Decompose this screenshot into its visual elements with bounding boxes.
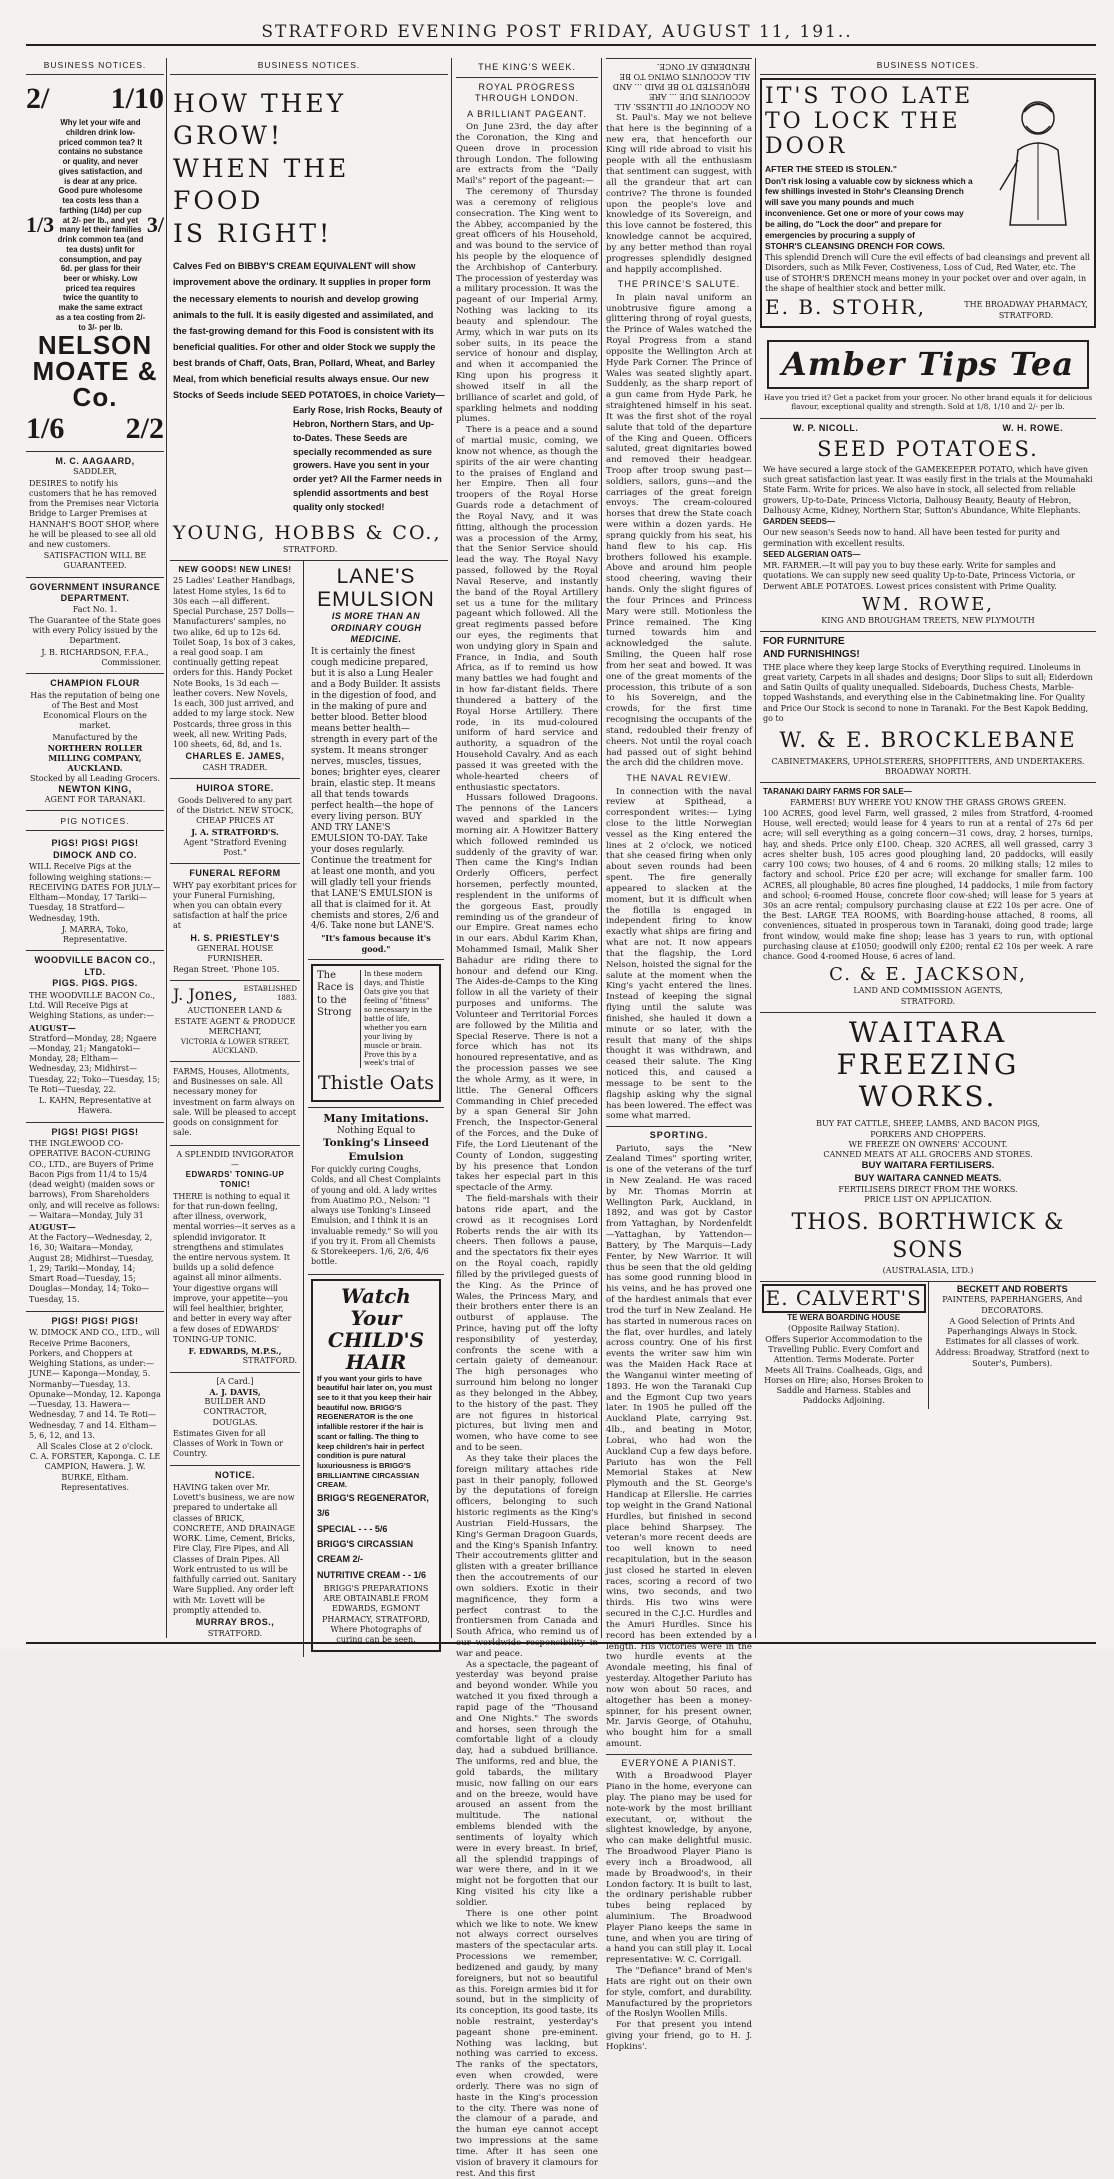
partner-name: W. P. NICOLL. [793, 422, 859, 433]
tea-price: 1/6 [26, 412, 65, 446]
article-paragraph: Hussars followed Dragoons. The pennons of the Lancers waved and sparkled in the morning air. A Howitzer Battery which followed reminded us suddenly of the gravity of war. Then came the King's Indian Orderly Officers, perfect horsemen, perfectly mounted, resplendent in the uniforms of the gorgeous East, proudly reminding us of the grandeur of our Empire. Great names echo in our ears. Abdul Karim Khan, Mohammed Ismail, Malik Sher Bahadur are riding there to honour and defend our King. The Aides-de-Camps to the King follow in all the variety of their purposes and uniforms. The Volunteer and Territorial Forces are followed by the Militia and Special Reserve. There is not a force which has not its honoured representative, and as the procession passes we see the whole Army, as it were, in little. The General Officers Commanding in Chief preceded by a span General Sir John French, the Inspector-General of the Forces, and the Duke of Fife, the Lord Lieutenant of the County of London, suggesting by his presence that London takes her especial part in this spectacle of the Army. [456, 793, 598, 1194]
article-body [456, 122, 598, 2179]
firm-town: STRATFORD. [283, 544, 338, 554]
ad-label: [A Card.] [216, 1376, 254, 1386]
stohr-headline [765, 84, 975, 160]
article-subhead: THE NAVAL REVIEW. [626, 773, 732, 784]
ad-title: LANE'S EMULSION [317, 565, 435, 612]
ad-title: PIGS! PIGS! PIGS! [51, 1315, 139, 1326]
agent-role: Commissioner. [101, 657, 161, 667]
young-hobbs-ad [170, 78, 448, 561]
lanes-emulsion-ad [308, 561, 444, 960]
ad-body: AUCTIONEER LAND & ESTATE AGENT & PRODUCE MERCHANT, [174, 1006, 296, 1036]
ad-title: A SPLENDID INVIGORATOR— [176, 1149, 294, 1169]
tea-price: 3/ [146, 212, 164, 238]
ad-body: THE WOODVILLE BACON Co., Ltd. Will Receive Pigs at Weighing Stations, as under:— [29, 990, 156, 1021]
ad-subtitle: PIGS. PIGS. PIGS. [52, 978, 138, 989]
sporting-title: SPORTING. [606, 1126, 752, 1141]
ad-title: NOTICE. [214, 1470, 255, 1481]
ad-detail: This splendid Drench will Cure the evil effects of bad cleansings and prevent all Disorders, such as Milk Fever, Costiveness, Loss of Cud, Red Water, etc. The use of STOHR'S DRENCH means money in your pocket over and over again, in the shape of healthier stock and better milk. [765, 253, 1090, 293]
ad-line: WE FREEZE ON OWNERS' ACCOUNT. [848, 1139, 1008, 1149]
inglewood-bacon-ad [26, 1123, 164, 1312]
aagaard-saddler-ad [26, 452, 164, 578]
article-paragraph: As they take their places the foreign military attaches ride past in their panoply, followed by the deputations of foreign officers, belonging to such historic regiments as the King's Austrian Field-Hussars, the King's German Dragoon Guards, and the King's Spanish Infantry. Their accoutrements glitter and glisten with a greater brilliance then the accoutrements of our own soldiers. Exotic in their magnificence, they form a perfect contrast to the frontiersmen from Canada and South Africa, who remind us of our worldwide responsibility in war and peace. [456, 1453, 598, 1659]
ad-line: PRICE LIST ON APPLICATION. [864, 1194, 992, 1204]
article-subtitle: A BRILLIANT PAGEANT. [467, 108, 587, 119]
davis-builder-ad [170, 1373, 300, 1467]
tea-body-row [26, 118, 164, 332]
bibby-headline [173, 88, 445, 251]
agent-name: J. MARRA, Toko, Representative. [61, 924, 129, 945]
ad-body: FARMS, Houses, Allotments, and Businesses on sale. All necessary money for investment on farm always on sale. Will be pleased to accept goods on consignment for sale. [173, 1067, 297, 1138]
ad-body: Offers Superior Accommodation to the Travelling Public. Every Comfort and Attention. Terms Moderate. Porter Meets All Trains. Coalheads, Gigs, and Horses on Hire; also, Horses Broken to Saddle and Harness. Stables and Paddocks Adjoining. [764, 1334, 924, 1406]
agent-name: NEWTON KING, [58, 783, 132, 794]
advertiser-name: E. CALVERT'S [762, 1284, 926, 1314]
rowe-names [763, 423, 1093, 435]
article-title: THE KING'S WEEK. [456, 62, 598, 78]
ad-body: DESIRES to notify his customers that he has removed from the Premises near Victoria Bridge to Larger Premises at HANNAH'S BOOT SHOP, where he will be pleased to see all old and new customers. [29, 478, 159, 549]
briggs-box [311, 1279, 441, 1653]
ad-title: CHAMPION FLOUR [50, 678, 140, 689]
thistle-top [317, 970, 435, 1068]
seed-varieties: Early Rose, Irish Rocks, Beauty of Hebron, Northern Stars, and Up-to-Dates. These Seeds are specially recommended as sure growers. Have you sent in your order yet? All the Farmer needs in splendid assortments and best quality only stocked! [293, 405, 443, 512]
headline-line: HOW THEY GROW! [173, 88, 347, 151]
ad-fact: Fact No. 1. [72, 604, 118, 614]
article-subtitle: ROYAL PROGRESS THROUGH LONDON. [474, 81, 579, 104]
price-item: SPECIAL - - - 5/6 [317, 1523, 388, 1534]
ad-body: 25 Ladies' Leather Handbags, latest Home styles, 1s 6d to 30s each —all different. Special Purchase, 257 Dolls—Manufacturers' samples, no two alike, 6d up to 12s 6d. Toilet Soap, 1s box of 3 cakes, a real good soap. I am continually getting repeat orders for this. Handy Pocket Note Books, 1s 3d each —leather covers. New Novels, 1s each, 300 just arrived, and added to my large stock. New Postcards, three gross in this week, all new. Writing Pads, 100 sheets, 6d, 8d, and 1s. [173, 576, 296, 750]
article-paragraph: In connection with the naval review at Spithead, a correspondent writes:— Lying close to the little Norwegian vessel as the King entered the lines at 2 o'clock, we noticed that she ceased firing when only about seven rounds had been spent. The fire generally appeared to slacken at the moment, but it is difficult when the flotilla is engaged in independent firing to know exactly what ships are firing and what are not. It now appears that the flagship, the Lord Nelson, hoisted the signal for the salute at the moment when the King's yacht entered the lines. Instead of keeping the signal flying until the salute was finished, she hauled it down a minute or so later, with the result that many of the ships thought it was withdrawn, and ceased their salute. The King noticed this, and caused a message to be sent to the flagship asking why the signal has been lowered. The effect was some what marred. [606, 786, 752, 1122]
column-2-split [170, 561, 448, 1657]
ad-title: WAITARA [848, 1015, 1008, 1049]
ad-subtitle: TE WERA BOARDING HOUSE [787, 1313, 901, 1323]
column-rule [451, 58, 452, 1638]
ad-body: HAVING taken over Mr. Lovett's business, we are now prepared to undertake all classes of BRICK, CONCRETE, AND DRAINAGE WORK. Lime, Cement, Bricks, Fire Clay, Fire Pipes, and All Classes of Drain Pipes. All Work entrusted to us will be faithfully carried out. Sanitary Ware Supplied. Any order left with Mr. Lovett will be promptly attended to. [173, 1482, 297, 1615]
tonking-emulsion-ad [308, 1108, 444, 1275]
advertiser-name: H. S. PRIESTLEY'S [190, 932, 280, 943]
ad-body: Goods Delivered to any part of the District. NEW STOCK, CHEAP PRICES AT [176, 795, 294, 826]
ad-body: We have secured a large stock of the GAMEKEEPER POTATO, which have given such great satisfaction last year. It was easily first in the trials at the Moumahaki State Farm. Write for prices. We also have in stock, all selected from reliable growers, Up-to-Date, Princess Victoria, Dalhousy Beauty, Beauty of Hebron, Dalhousy Acme, Kidney, Northern Star, Sutton's Abundance, White Elephants. [763, 465, 1093, 515]
article-paragraph: The "Defiance" brand of Men's Hats are right out on their own for style, comfort, and durability. Manufactured by the proprietors of the Roslyn Woollen Mills. [606, 1966, 752, 2020]
column-1 [26, 58, 164, 1638]
advertiser-address: BROADWAY NORTH. [884, 767, 972, 777]
tea-price: 1/10 [110, 81, 164, 115]
section-label: GARDEN SEEDS— [763, 517, 836, 527]
column-rule [755, 58, 756, 1638]
advertiser-trade: PAINTERS, PAPERHANGERS, And DECORATORS. [942, 1295, 1083, 1315]
advertiser-name: W. & E. BROCKLEBANE [779, 728, 1077, 753]
ad-line: BUY WAITARA CANNED MEATS. [854, 1172, 1002, 1184]
ad-title: Many Imitations. [323, 1111, 429, 1125]
tea-price-row [26, 80, 164, 118]
ad-title: WOODVILLE BACON CO., LTD. [34, 955, 156, 977]
advertiser-trade: GENERAL HOUSE FURNISHER. [196, 944, 274, 964]
ad-body: A Good Selection of Prints And Paperhangings Always in Stock. Estimates for all classes of work. [945, 1316, 1080, 1347]
article-paragraph: There is one other point which we like to note. We knew not always correct ourselves masters of the spectacular arts. Processions we remember, bedizened and gaudy, by many foreigners, but not so beautiful as this. Foreign armies bid it for sound, but in the simplicity of its conception, its good taste, its noble restraint, yesterday's pageant shone pre-eminent. Nothing was lacking, but nothing was carried to excess. The ranks of the spectators, even when crowded, were orderly. There was no sign of haste in the King's procession to the city. There was none of the clamour of a parade, and the human eye cannot accept two impressions at the same time. After it has seen one vision of bravery it clamours for rest. And this first [456, 1908, 598, 2179]
column-2-left [170, 561, 304, 1657]
advertiser-address: DOUGLAS. [212, 1417, 258, 1427]
tea-price-row [26, 410, 164, 448]
nelson-moate-logo: NELSON MOATE & Co. [32, 330, 158, 413]
stohr-drench-ad [760, 78, 1096, 328]
price-item: BRIGG'S CIRCASSIAN CREAM 2/- [317, 1539, 414, 1565]
column-6 [760, 58, 1096, 1638]
ad-title: TARANAKI DAIRY FARMS FOR SALE— [763, 787, 912, 797]
ad-slogan: "It's famous because it's good." [321, 933, 431, 954]
advertiser-address: (Opposite Railway Station). [787, 1323, 900, 1333]
column-header: BUSINESS NOTICES. [26, 58, 164, 75]
briggs-price-list [317, 1491, 435, 1583]
advertiser-trade: LAND AND COMMISSION AGENTS, [853, 986, 1003, 996]
ad-body: It is certainly the finest cough medicine prepared, but it is also a Lung Healer and a Body Builder. It assists in the digestion of food, and in the making of pure and better blood. Better blood means better health—strength in every part of the system. It means stronger nerves, muscles, tissues, bones; brighter eyes, clearer brain, elastic step. It means all that tends towards perfect health—the hope of every living person. BUY AND TRY LANE'S EMULSION TO-DAY. Take your doses regularly. Continue the treatment for at least one month, and you will gladly tell your friends that LANE'S EMULSION is all that is claimed for it. At chemists and stores, 2/6 and 4/6. Take none but LANE'S. [311, 646, 441, 932]
ad-subtitle: AND FURNISHINGS! [763, 648, 860, 660]
advertiser-town: STRATFORD. [207, 1628, 263, 1638]
farms-ad [170, 1062, 300, 1146]
ad-line: CANNED MEATS AT ALL GROCERS AND STORES. [823, 1150, 1033, 1160]
ad-line: Stocked by all Leading Grocers. [30, 773, 160, 783]
jackson-dairy-farms-ad [760, 783, 1096, 1012]
brand-name: Tonking's Linseed Emulsion [323, 1137, 429, 1163]
ad-subtitle: DEPARTMENT. [60, 593, 130, 604]
ad-line: PORKERS AND CHOPPERS. [870, 1129, 986, 1139]
champion-flour-ad [26, 674, 164, 811]
ad-title: PIGS! PIGS! PIGS! [51, 838, 139, 849]
section-label: SEED ALGERIAN OATS— [763, 549, 861, 559]
ad-body: The Guarantee of the State goes with every Policy issued by the Department. [29, 615, 161, 646]
column-header: BUSINESS NOTICES. [760, 58, 1096, 75]
ad-body: For quickly curing Coughs, Colds, and all Chest Complaints of young and old. A lady writes from Auatimo P.O., Nelson: "I always use Tonking's Linseed Emulsion, and I think it is an invaluable remedy." So will you if you try it. From all Chemists & Storekeepers. 1/6, 2/6, 4/6 bottle. [311, 1165, 441, 1267]
ad-subtitle: Nothing Equal to [336, 1125, 416, 1136]
ad-body: THERE is nothing to equal it for that run-down feeling, after illness, overwork, mental worries—it serves as a splendid invigorator. It strengthens and stimulates the entire nervous system. It builds up a solid defence against all minor ailments. Your digestive organs will improve, your appetite—you will feel healthier, brighter, and better in every way after a few doses of EDWARDS' TONING-UP TONIC. [173, 1191, 296, 1344]
tea-price: 1/3 [26, 212, 55, 238]
price-item: NUTRITIVE CREAM - - 1/6 [317, 1569, 427, 1580]
product-name: STOHR'S CLEANSING DRENCH FOR COWS. [765, 241, 945, 252]
ad-closing: SATISFACTION WILL BE GUARANTEED. [43, 551, 147, 571]
ad-title: SEED POTATOES. [817, 437, 1039, 462]
article-paragraph: The ceremony of Thursday was a ceremony of religious consecration. The King went to the Abbey, accompanied by the great officers of his Household, and was bound to the service of his people by the eloquence of the Archbishop of Canterbury. The procession of yesterday was a military procession. It was the pageant of our Imperial Army. Nothing was lacking to its beauty and splendour. The Army, which in war puts on its sober suits, in its peace the service of honour and display, and when it accompanied the King upon his progress it showed itself in all the brilliance of scarlet and gold, of sparkling helmets and nodding plumes. [456, 187, 598, 425]
tea-price: 2/2 [125, 412, 164, 446]
beckett-roberts-ad [929, 1282, 1097, 1410]
article-paragraph: On June 23rd, the day after the Coronation, the King and Queen drove in procession through London. The following are extracts from the "Daily Mail's" report of the pageant:— [456, 122, 598, 187]
calvert-boarding-ad [760, 1282, 929, 1410]
headline-line: IS RIGHT! [173, 218, 333, 248]
amber-tips-ad [760, 332, 1096, 419]
article-paragraph: For that present you intend giving your friend, go to H. J. Hopkins'. [606, 2020, 752, 2052]
ad-subtitle: DIMOCK AND CO. [53, 849, 137, 860]
bottom-ads-row [760, 1282, 1096, 1410]
woodville-bacon-ad [26, 951, 164, 1122]
agent-name: L. KAHN, Representative at Hawera. [38, 1096, 152, 1116]
tea-body: Why let your wife and children drink low-priced common tea? It contains no substance or quality, and never gives satisfaction, and is dear at any price. Good pure wholesome tea costs less than a farthing (1/4d) per cup at 2/- per lb., and yet many let their families drink common tea (and tea dusts) unfit for consumption, and pay 6d. per glass for their beer or whisky. Low priced tea requires twice the quantity to make the same extract as a tea costing from 2/- to 3/- per lb. [55, 118, 146, 332]
article-paragraph: The field-marshals with their batons ride apart, and the crowd as it recognises Lord Roberts rends the air with its cheers. Then follows a pause, and the spectators fix their eyes on the Royal coach, rapidly filled by the privileged guests of the King. As the Prince of Wales, the Princess Mary, and their brothers enter there is an outburst of applause. The Prince, having put off the lofty responsibility of yesterday, confronts the scene with a certain gaiety of demeanour. The high personages who surround him belong no longer as they belonged in the Abbey, to the history of the past. They are not figures in historical pictures, but living men and women, who have come to see and to be seen. [456, 1194, 598, 1454]
advertiser-name: J. A. STRATFORD'S. [191, 827, 279, 838]
rowe-seed-potatoes-ad [760, 419, 1096, 632]
advertiser-trade: CABINETMAKERS, UPHOLSTERERS, SHOPFITTERS, AND UNDERTAKERS. [771, 756, 1085, 766]
firm-name: YOUNG, HOBBS & CO., [173, 521, 442, 544]
ad-lead: The Race is to the Strong [317, 970, 361, 1068]
briggs-hair-ad [308, 1275, 444, 1658]
agent-role: AGENT FOR TARANAKI. [44, 795, 146, 805]
ad-subtitle: EDWARDS' TONING-UP TONIC! [185, 1170, 285, 1190]
price-item: BRIGG'S REGENERATOR, 3/6 [317, 1493, 429, 1519]
huiroa-store-ad [170, 779, 300, 864]
masthead: STRATFORD EVENING POST FRIDAY, AUGUST 11, 191.. [261, 22, 853, 42]
headline-line: TO LOCK THE [765, 109, 961, 135]
advertiser-name: J. Jones, [173, 984, 238, 1004]
article-subhead: THE PRINCE'S SALUTE. [617, 279, 741, 290]
ad-footer: BRIGG'S PREPARATIONS ARE OBTAINABLE FROM EDWARDS, EGMONT PHARMACY, STRATFORD, Where Photographs of curing can be seen. [322, 1583, 430, 1645]
ad-line: BUY FAT CATTLE, SHEEP, LAMBS, AND BACON PIGS, [816, 1119, 1040, 1129]
brand-name: Amber Tips Tea [767, 340, 1089, 389]
article-title: EVERYONE A PIANIST. [606, 1754, 752, 1769]
nelson-moate-tea-ad [26, 78, 164, 452]
waitara-freezing-ad [760, 1013, 1096, 1282]
advertiser-town: STRATFORD. [900, 996, 956, 1006]
advertiser-name: C. & E. JACKSON, [829, 964, 1027, 986]
advertiser-address: THE BROADWAY PHARMACY, STRATFORD. [964, 300, 1088, 320]
dimock-ltd-ad [26, 1312, 164, 1498]
ad-subtitle: IS MORE THAN AN ORDINARY COUGH MEDICINE. [330, 611, 422, 645]
ad-body: Have you tried it? Get a packet from your grocer. No other brand equals it for delicious flavour, exceptional quality and strength. Sold at 1/8, 1/10 and 2/- per lb. [763, 392, 1093, 412]
advertiser-name: MURRAY BROS., [195, 1617, 275, 1628]
ad-note: All Scales Close at 2 o'clock. [37, 1441, 153, 1451]
ad-body: W. DIMOCK AND CO., LTD., will Receive Prime Baconers, Porkers, and Choppers at Weighing Stations, as under:— JUNE— Kaponga—Monday, 5. Normanby—Tuesday, 13. Opunake—Monday, 12. Kaponga—Tuesday, 13. Hawera—Wednesday, 7 and 14. Te Roti—Wednesday, 7 and 14. Eltham—5, 6, 12, and 13. [29, 1328, 161, 1440]
advertiser-name: E. B. STOHR, [765, 295, 927, 320]
headline-line: DOOR [765, 134, 848, 160]
stohr-footer [765, 295, 1091, 321]
column-rule [166, 58, 167, 1638]
dimock-pigs-ad [26, 834, 164, 951]
partner-name: W. H. ROWE. [1002, 422, 1063, 433]
advertiser-name: A. J. DAVIS, [209, 1386, 261, 1397]
ad-headline: Watch Your CHILD'S HAIR [327, 1283, 425, 1374]
advertiser-address: VICTORIA & LOWER STREET, AUCKLAND. [180, 1038, 290, 1056]
ad-title: PIGS! PIGS! PIGS! [51, 1126, 139, 1137]
advertiser-name: BECKETT AND ROBERTS [956, 1283, 1068, 1294]
jones-auctioneer-ad [170, 981, 300, 1062]
pig-notices-header: PIG NOTICES. [26, 814, 164, 831]
ad-line: BUY WAITARA FERTILISERS. [861, 1160, 995, 1172]
inverted-notice: ON ACCOUNT OF ILLNESS. ALL ACCOUNTS DUE ... ARE REQUESTED TO BE PAID ... AND ALL ACCOUNTS OWING TO BE RENDERED AT ONCE. [606, 58, 752, 113]
column-3 [304, 561, 444, 1657]
established: ESTABLISHED 1883. [243, 984, 297, 1002]
brand-name: Thistle Oats [317, 1072, 435, 1095]
ad-subtitle: FARMERS! BUY WHERE YOU KNOW THE GRASS GROWS GREEN. [790, 797, 1066, 807]
ad-body: 100 ACRES, good level Farm, well grassed, 2 miles from Stratford, 4-roomed House, well erected; would lease for 4 years to run at a rental of 27s 6d per acre; will sell everything as a going concern—31 cows, dray, 2 horses, turnips, hay, and sheds. Price only £100. Cheap. 320 ACRES, all well grassed, carry 3 acres shelter bush, 105 acres good ploughing land, 20 paddocks, will easily carry 100 cows; two houses, of 4 and 6 rooms. 20 milking stalls; 12 miles to factory and school. Price £20 per acre; will exchange for smaller farm. 100 ACRES, all ploughable, 80 acres fine ploughed, 14 paddocks, 1 mile from factory and school; 6-roomed House, concrete floor cow-shed; will lease for 5 years at 30s an acre rental; compulsory purchasing clause at £22 10s per acre. One of the Best. LARGE TEA ROOMS, with Boarding-house attached, 8 rooms, all conveniences, situated in prosperous town in Taranaki, doing good trade; large front window, would make fine shop; lease has 3 years to run, with optional purchasing clause at £1050; goodwill only £200; rental £2 10s per week. A rare chance. Good 4-roomed House, 6 acres of land. [763, 808, 1093, 962]
advertiser-name: CHARLES E. JAMES, [185, 751, 285, 762]
advertiser-name: F. EDWARDS, M.P.S., [188, 1346, 282, 1357]
advertiser-address: KING AND BROUGHAM TREETS, NEW PLYMOUTH [821, 615, 1035, 625]
priestley-funeral-ad [170, 864, 300, 981]
ad-body: WHY pay exorbitant prices for your Funeral Furnishing, when you can obtain every satisfaction at half the price at [173, 880, 297, 931]
agent-name: J. B. RICHARDSON, F.F.A., [41, 647, 149, 657]
firm-subtitle: (AUSTRALASIA, LTD.) [882, 1265, 974, 1275]
ad-body: In these modern days, and Thistle Oats give you that feeling of "fitness" so necessary in the battle of life, whether you earn your living by muscle or brain. Prove this by a week's trial of [364, 969, 433, 1068]
column-header: BUSINESS NOTICES. [170, 58, 448, 75]
ad-body: THE place where they keep large Stocks of Everything required. Linoleums in great variety, Carpets in all shades and designs; Door Slips to suit all; Eiderdown and Satin Quilts of quality unequalled. Sideboards, Duchess Chests, Marble-topped Washstands, and everything else in the Cabinetmaking line. For Quality and Price Our Stock is second to none in Taranaki. For the Best Kapok Bedding, go to [763, 662, 1093, 723]
ad-dates: Stratford—Monday, 28; Ngaere—Monday, 21; Mangatoki—Monday, 28; Eltham—Wednesday, 23; Midhirst—Tuesday, 22; Toko—Tuesday, 15; Te Roti—Tuesday, 22. [29, 1033, 161, 1094]
article-paragraph: In plain naval uniform an unobtrusive figure among a glittering throng of royal guests, the Prince of Wales watched the Royal Progress from a stand opposite the Wellington Arch at Hyde Park Corner. The Prince of Wales was seated slightly apart. Suddenly, as the sharp report of a gun came from Hyde Park, he straightened himself in his seat. It was the first shot of the royal salute that told of the departure of the King and Queen. Officers saluted, great dignitaries bowed and removed their headgear. Troop after troop swung past—soldiers, sailors, guns—and the carriages of the great foreign envoys. The cream-coloured horses that drew the State coach were within a dozen yards. He sprang quickly from his seat, his hand flew to his cap. His brothers followed his example. Above and around him people stood cheering, waving their hands. Only the slight figures of the four Princes and Princess Mary were still. Motionless the Prince remained. The King turned towards him and acknowledged the salute. Smiling, the Queen half rose from her seat and bowed. It was one of the great moments of the procession, this tribute of a son to his Sovereign, and the crowds, for the first time recognising the occupants of the stand, redoubled their frenzy of cheers. Not until the royal coach had passed out of sight behind the arch did the children move. [606, 292, 752, 769]
ad-line: FERTILISERS DIRECT FROM THE WORKS. [838, 1184, 1018, 1194]
ad-body: Estimates Given for all Classes of Work in Town or Country. [173, 1428, 284, 1459]
article-paragraph: St. Paul's. May we not believe that here is the beginning of a new era, that henceforth our King will ride abroad to visit his people with all the enthusiasm that sentiment can suggest, with all the grandeur that art can contrive? The throne is founded upon the people's love and knowledge of its Sovereign, and this love cannot be fostered, this knowledge cannot be acquired, by any better method than royal progresses splendidly designed and happily accomplished. [606, 113, 752, 275]
ad-body: Has the reputation of being one of The Best and Most Economical Flours on the market. [30, 690, 160, 731]
gentleman-illustration [988, 90, 1088, 230]
government-insurance-ad [26, 578, 164, 674]
ad-body: If you want your girls to have beautiful hair later on, you must see to it that you keep their hair beautiful now. BRIGG'S REGENERATOR is the one infallible restorer if the hair is scant or falling. The thing to keep children's hair in perfect condition is pure natural luxuriousness is BRIGG'S BRILLIANTINE CIRCASSIAN CREAM. [317, 1373, 433, 1490]
manufacturer: NORTHERN ROLLER MILLING COMPANY, AUCKLAND. [47, 742, 143, 774]
charles-james-ad [170, 561, 300, 779]
headline-line: IT'S TOO LATE [765, 83, 974, 109]
advertiser-name: M. C. AAGAARD, [55, 455, 135, 466]
ad-body: Our new season's Seeds now to hand. All have been tested for purity and germination with excellent results. [763, 528, 1061, 548]
ad-body: THE INGLEWOOD CO-OPERATIVE BACON-CURING CO., LTD., are Buyers of Prime Bacon Pigs from 11/4 to 15/4 (dead weight) (maiden sows or barrows), From Shareholders only, and will receive as follows:— Waitara—Monday, July 31 [29, 1139, 160, 1220]
brocklebank-furniture-ad [760, 632, 1096, 783]
column-2 [170, 58, 448, 1645]
advertiser-town: STRATFORD. [242, 1356, 297, 1366]
column-rule [601, 58, 602, 1638]
thistle-oats-ad [308, 960, 444, 1108]
advertiser-trade: BUILDER AND CONTRACTOR, [203, 1397, 267, 1417]
advertiser-address: Address: Broadway, Stratford (next to Souter's, Pumbers). [935, 1348, 1090, 1368]
murray-bros-ad [170, 1466, 300, 1643]
masthead-rule [26, 44, 1096, 46]
advertiser-address: Regan Street. 'Phone 105. [173, 964, 280, 974]
firm-name: THOS. BORTHWICK & SONS [791, 1210, 1065, 1264]
ad-title: HUIROA STORE. [196, 783, 274, 794]
ad-title: FREEZING WORKS. [836, 1048, 1020, 1114]
article-paragraph: With a Broadwood Player Piano in the home, everyone can play. The piano may be used for note-work by the most brilliant executant, or, without the slightest knowledge, by anyone, who can make delightful music. The Broadwood Player Piano is every inch a Broadwood, all made by Broadwood's, in their London factory. It is built to last, the ordinary perishable rubber tubes being replaced by aluminium. The Broadwood Player Piano keeps the same in tune, and when you are tiring of a hand you can still play it. Local representative: W. C. Corrigall. [606, 1771, 752, 1966]
article-paragraph: There is a peace and a sound of martial music, coming, we know not whence, as though the spirits of the air were chanting to the praises of England and her Empire. Then all four troopers of the Royal Horse Guards rode a detachment of the Royal Navy, and it was fitting, although the procession was a procession of the Army, that the Senior Service should lead the way. The Royal Navy passed, followed by the Royal Naval Reserve, and instantly the band of the Royal Artillery set us a tune for the military pageant which followed. All the great regiments passed before our eyes, the regiments that won undying glory in Spain and France, in India, and South Africa, as if to remind us how many battles we had fought and in how far-distant fields. There thundered a battery of the Royal Horse Artillery. There rode, in its mud-coloured uniform of hard service and authority, a squadron of the Household Cavalry. And as each passed it was greeted with the whole-hearted cheers of enthusiastic spectators. [456, 425, 598, 793]
ad-body: Calves Fed on BIBBY'S CREAM EQUIVALENT will show improvement above the ordinary. It supplies in proper form the necessary elements to nourish and develop growing animals to the full. It is easily digested and assimilated, and the fast-growing demand for this Food is consistent with its beneficial qualities. For other and older Stock we supply the best brands of Chaff, Oats, Bran, Pollard, Wheat, and Barley Meal, from which beneficial results always ensue. Our new Stocks of Seeds include SEED POTATOES, in choice Variety— [173, 261, 445, 401]
ad-month: AUGUST— [29, 1022, 76, 1033]
ad-title: NEW GOODS! NEW LINES! [178, 565, 292, 575]
tea-price: 2/ [26, 81, 50, 115]
thistle-box [311, 964, 441, 1102]
ad-title: FOR FURNITURE [763, 636, 845, 648]
agent-names: C. A. FORSTER, Kaponga. C. LE CAMPION, Hawera. J. W. BURKE, Eltham. Representatives. [29, 1452, 161, 1492]
ad-body: Don't risk losing a valuable cow by sickness which a few shillings invested in Stohr's Cleansing Drench will save you many pounds and much inconvenience. Get one or more of your cows may be ailing, do "Lock the door" and prepare for emergencies by procuring a supply of [765, 175, 973, 240]
ad-line: Manufactured by the [52, 732, 138, 742]
ad-body: WILL Receive Pigs at the following weighing stations:— RECEIVING DATES FOR JULY— Eltham—Monday, 17 Tariki—Tuesday, 18 Stratford—Wednesday, 19th. [29, 862, 161, 923]
jones-header [173, 985, 297, 1005]
column-4 [456, 58, 598, 2179]
ad-month: AUGUST— [29, 1222, 76, 1233]
ad-dates: At the Factory—Wednesday, 2, 16, 30; Waitara—Monday, August 28; Midhirst—Tuesday, 1, 29; Tariki—Monday, 14; Smart Road—Tuesday, 15; Douglas—Monday, 14; Toko—Tuesday, 15. [29, 1233, 154, 1304]
edwards-tonic-ad [170, 1146, 300, 1373]
advertiser-role: CASH TRADER. [202, 762, 268, 772]
advertiser-name: WM. ROWE, [861, 593, 995, 615]
column-5 [606, 58, 752, 2052]
ad-note: Agent "Stratford Evening Post." [183, 837, 287, 857]
headline-line: WHEN THE FOOD [173, 153, 350, 216]
advertiser-trade: SADDLER, [73, 467, 117, 477]
ad-title: GOVERNMENT INSURANCE [29, 581, 161, 592]
ad-title: FUNERAL REFORM [189, 868, 281, 879]
article-paragraph: Pariuto, says the "New Zealand Times" sporting writer, is one of the veterans of the turf in New Zealand. He was raced by Mr. Thomas Morrin at Wellington Park, Auckland, in 1892, and was got by Castor from Yattaghan, by Nordenfeldt—Yattaghan, by Yattendon—Battery, by The Marquis—Lady Fenter, by New Warrior. It will thus be seen that the old gelding has some good running blood in his veins, and he has proved one of the hardiest animals that ever trod the turf in New Zealand. He has started in numerous races on the flat, over hurdles, and lately across country. One of his first events the writer saw him win was the Maiden Hack Race at the Wanganui winter meeting of 1893. He won the Taranaki Cup and the Egmont Cup two years later. In 1905 he pulled off the Auckland Plate, carrying 9st. 4lb., and beating in Motor, Lobrai, who had won the Auckland Cup a few days before. Pariuto has won the Fell Memorial Stakes at New Plymouth and the St. George's Handicap at Ellerslie. He carries top weight in the Grand National Hurdles, but finished in second place behind Sharpsey. The veteran's more recent deeds are too well known to need recapitulation, but in the season just closed he started in eleven races, scoring a record of two wins, two seconds, and two thirds. His two wins were secured in the C.J.C. Hurdles and the Amuri Hurdles. Since his record has been extended by a length. His victories were in the two hurdle events at the Avondale meeting, his final of yesterday. Altogether Pariuto has now won about 50 races, and altogether has been a money-spinner, for his present owner, Mr. Jarvis George, of Otahuhu, who bought him for a small amount. [606, 1143, 752, 1750]
article-body [606, 113, 752, 2053]
article-paragraph: As a spectacle, the pageant of yesterday was beyond praise and beyond wonder. While you watched it you fixed through a rapid page of the "Thousand and One Nights." The swords and horses, seen through the comfortable light of a cloudy day, had a subdued brilliance. The uniforms, red and blue, the gold tabards, the military music, now falling on our ears and on the breeze, would have aroused an assent from the multitude. The national emblems blended with the sentiments of loyalty which were in every breast. In brief, all the splendid trappings of war were there, and in it we might not be forgotten that our King visited his city like a soldier. [456, 1659, 598, 1908]
ad-body: MR. FARMER.—It will pay you to buy these early. Write for samples and quotations. We can supply new seed quality Up-to-Date, Princess Victoria, or Derwent ABLE POTATOES. Lowest prices consistent with Prime Quality. [763, 561, 1075, 591]
ad-subtitle: AFTER THE STEED IS STOLEN." [765, 163, 897, 174]
